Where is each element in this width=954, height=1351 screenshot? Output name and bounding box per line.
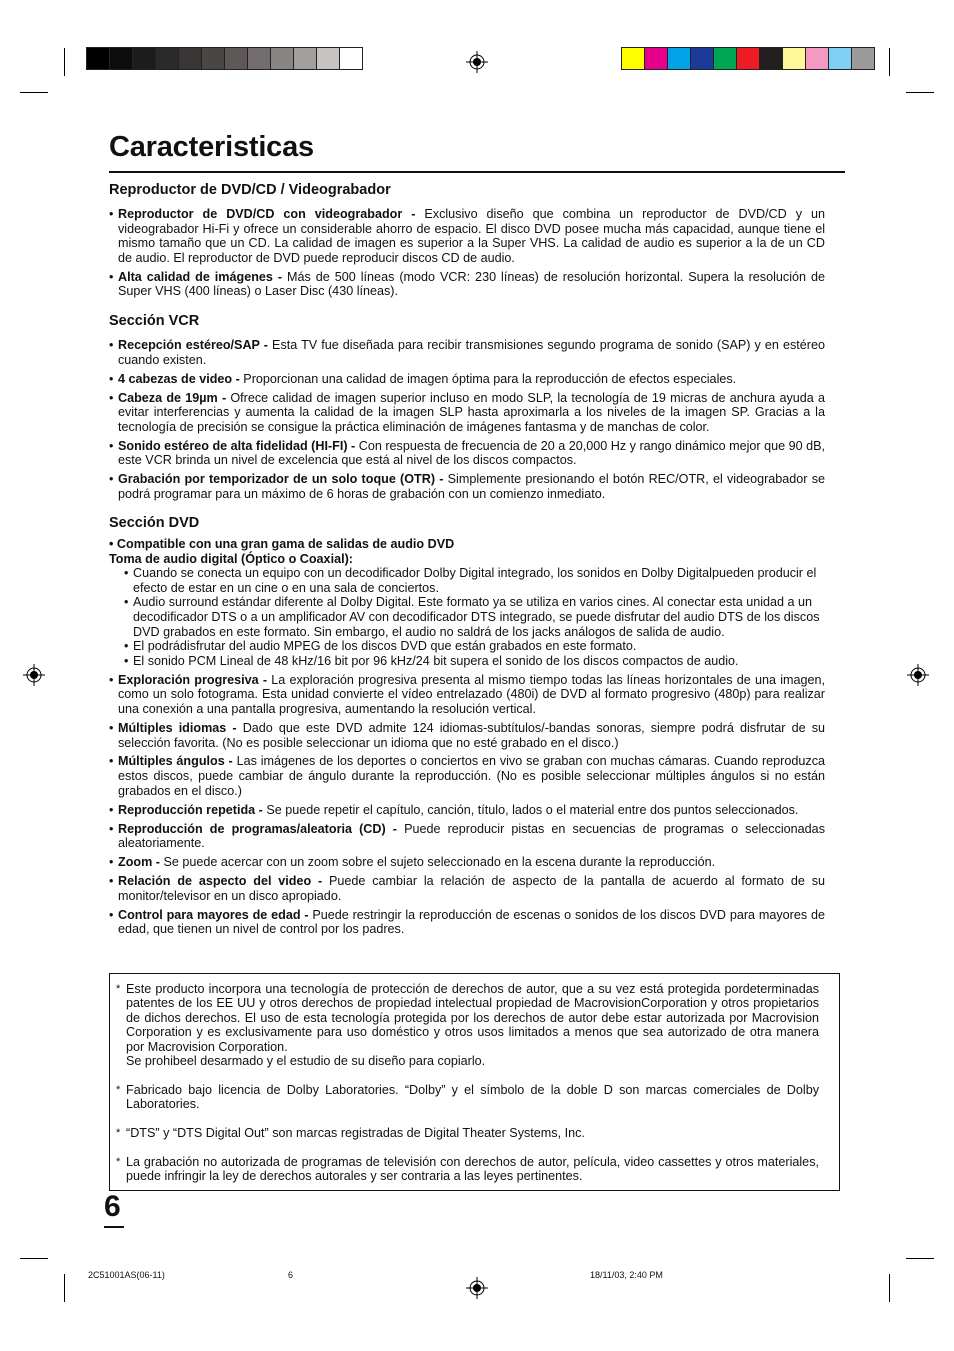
asterisk-icon: * bbox=[116, 1156, 121, 1168]
feature-item bbox=[109, 721, 825, 750]
footer-page: 6 bbox=[288, 1270, 294, 1280]
color-swatch bbox=[317, 48, 340, 69]
feature-item bbox=[109, 754, 825, 798]
color-swatch bbox=[248, 48, 271, 69]
page-number: 6 bbox=[104, 1190, 121, 1223]
color-swatch bbox=[668, 48, 691, 69]
color-swatch bbox=[202, 48, 225, 69]
feature-text: Puede restringir la reproducción de escenas o sonidos de los discos DVD para mayores de edad, que tienen un nivel de control por los padres. bbox=[118, 907, 825, 937]
section-heading-dvd-vcr: Reproductor de DVD/CD / Videograbador bbox=[109, 182, 391, 198]
footer-code: 2C51001AS(06-11) bbox=[88, 1270, 165, 1280]
color-swatch bbox=[156, 48, 179, 69]
note-text: Se prohibeel desarmado y el estudio de su diseño para copiarlo. bbox=[126, 1054, 486, 1069]
note-text: “DTS” y “DTS Digital Out” son marcas registradas de Digital Theater Systems, Inc. bbox=[126, 1126, 585, 1140]
feature-text: Exclusivo diseño que combina un reproductor de DVD/CD y un videograbador Hi-Fi y ofrece un considerable ahorro de espacio. El disco DVD posee mucha más capacidad, aunque tiene el mismo tamaño que un CD. La calidad de imagen es superior a la Super VHS. La calidad de audio es superior a la de un CD de audio. El reproductor de DVD puede reproducir discos CD de audio. bbox=[118, 207, 825, 265]
legal-notes-box bbox=[109, 973, 840, 1191]
feature-title: 4 cabezas de video - bbox=[118, 371, 240, 386]
feature-title: Múltiples ángulos - bbox=[118, 754, 233, 769]
color-swatch bbox=[87, 48, 110, 69]
color-swatch bbox=[783, 48, 806, 69]
page-title: Caracteristicas bbox=[109, 131, 314, 163]
color-swatch bbox=[622, 48, 645, 69]
color-swatch bbox=[806, 48, 829, 69]
crop-mark bbox=[906, 92, 934, 93]
feature-item bbox=[109, 391, 825, 435]
feature-title: Reproductor de DVD/CD con videograbador - bbox=[118, 207, 416, 221]
registration-mark-icon bbox=[466, 51, 488, 73]
audio-sub-item: • El sonido PCM Lineal de 48 kHz/16 bit por 96 kHz/24 bit supera el sonido de los discos compactos de audio. bbox=[109, 654, 825, 669]
color-swatch bbox=[110, 48, 133, 69]
title-rule bbox=[109, 171, 845, 173]
registration-mark-icon bbox=[466, 1277, 488, 1299]
feature-text: Puede reproducir pistas en secuencias de programas o seleccionadas aleatoriamente. bbox=[118, 821, 825, 851]
feature-item bbox=[109, 822, 825, 851]
color-swatch bbox=[852, 48, 874, 69]
note-macrovision bbox=[116, 982, 819, 1068]
footer-datetime: 18/11/03, 2:40 PM bbox=[590, 1270, 663, 1280]
audio-sub-item: • Cuando se conecta un equipo con un decodificador Dolby Digital integrado, los sonidos en Dolby Digitalpueden producir el efecto de estar en un cine o en una sala de conciertos. bbox=[109, 566, 825, 595]
feature-item bbox=[109, 673, 825, 717]
feature-item bbox=[109, 855, 825, 870]
asterisk-icon: * bbox=[116, 1127, 121, 1139]
feature-text: Las imágenes de los deportes o conciertos en vivo se graban con muchas cámaras. Cuando reproduzca estos discos, puede cambiar de ángulo durante la reproducción. (No es posible seleccionar múltiples ángulos si no están grabados en el disco.) bbox=[118, 754, 825, 798]
note-text: La grabación no autorizada de programas de televisión con derechos de autor, película, video cassettes y otros materiales, puede infringir la ley de derechos autorales y ser contraria a las leyes pertinentes. bbox=[126, 1155, 819, 1184]
feature-title: Reproducción repetida - bbox=[118, 802, 263, 817]
feature-text: Se puede acercar con un zoom sobre el sujeto seleccionado en la escena durante la reproducción. bbox=[159, 855, 716, 870]
feature-item bbox=[109, 472, 825, 501]
feature-title: Múltiples idiomas - bbox=[118, 720, 237, 735]
crop-mark bbox=[906, 1258, 934, 1259]
feature-item bbox=[109, 338, 825, 367]
color-swatch bbox=[271, 48, 294, 69]
audio-sub-item: • El podrádisfrutar del audio MPEG de los discos DVD que están grabados en este formato. bbox=[109, 639, 825, 654]
note-text: Este producto incorpora una tecnología de protección de derechos de autor, que a su vez está protegida pordeterminadas patentes de los EE UU y otros derechos de propiedad intelectual propiedad de MacrovisionCorporation y otros propietarios de dichos derechos. El uso de esta tecnología protegida por los derechos de autor debe estar autorizada por Macrovision Corporation y es exclusivamente para uso doméstico y otros usos limitados a menos que sea autorizado de otra manera por Macrovision Corporation. bbox=[126, 982, 819, 1054]
crop-mark bbox=[20, 1258, 48, 1259]
grayscale-calibration-bar bbox=[86, 47, 363, 70]
feature-text: Ofrece calidad de imagen superior incluso en modo SLP, la tecnología de 19 micras de anchura ayuda a evitar interferencias y aumenta la calidad de la imagen SLP hasta aproximarla a los niveles de la imagen SP. Gracias a la tecnología de precisión se consigue la práctica eliminación de imágenes fantasma y de manchas de color. bbox=[118, 390, 825, 434]
note-text: Fabricado bajo licencia de Dolby Laboratories. “Dolby” y el símbolo de la doble D son marcas comerciales de Dolby Laboratories. bbox=[126, 1083, 819, 1112]
section-dvd-list bbox=[109, 537, 825, 941]
registration-mark-icon bbox=[907, 664, 929, 686]
color-swatch bbox=[225, 48, 248, 69]
feature-text: Con respuesta de frecuencia de 20 a 20,000 Hz y rango dinámico mejor que 90 dB, este VCR brinda un nivel de excelencia que está al nivel de los discos compactos. bbox=[118, 438, 825, 468]
feature-item bbox=[109, 207, 825, 265]
feature-item bbox=[109, 908, 825, 937]
feature-item bbox=[109, 270, 825, 299]
color-swatch bbox=[645, 48, 668, 69]
crop-mark bbox=[20, 92, 48, 93]
feature-item bbox=[109, 874, 825, 903]
feature-title: Relación de aspecto del video - bbox=[118, 874, 323, 889]
color-swatch bbox=[340, 48, 362, 69]
feature-item bbox=[109, 372, 825, 387]
feature-text: Esta TV fue diseñada para recibir transmisiones segundo programa de sonido (SAP) y en estéreo cuando existen. bbox=[118, 338, 825, 367]
feature-title: Sonido estéreo de alta fidelidad (HI-FI) - bbox=[118, 438, 356, 453]
asterisk-icon: * bbox=[116, 1084, 121, 1096]
color-swatch bbox=[714, 48, 737, 69]
color-swatch bbox=[133, 48, 156, 69]
color-swatch bbox=[760, 48, 783, 69]
section-vcr-list bbox=[109, 338, 825, 506]
crop-mark bbox=[889, 1274, 890, 1302]
feature-title: Alta calidad de imágenes - bbox=[118, 269, 283, 284]
note-dts bbox=[116, 1126, 819, 1140]
feature-text: Proporcionan una calidad de imagen óptima para la reproducción de efectos especiales. bbox=[239, 371, 737, 386]
feature-text: Simplemente presionando el botón REC/OTR, el videograbador se podrá programar para un máximo de 6 horas de grabación con un comienzo inmediato. bbox=[118, 472, 826, 501]
section-heading-dvd: Sección DVD bbox=[109, 515, 200, 531]
section-dvd-vcr-list bbox=[109, 207, 825, 303]
registration-mark-icon bbox=[23, 664, 45, 686]
feature-text: Se puede repetir el capítulo, canción, título, lados o el material entre dos puntos seleccionados. bbox=[262, 802, 799, 817]
section-heading-vcr: Sección VCR bbox=[109, 313, 200, 329]
color-calibration-bar bbox=[621, 47, 875, 70]
feature-text: Más de 500 líneas (modo VCR: 230 líneas) de resolución horizontal. Supera la resolución de Super VHS (400 líneas) o Laser Disc (430 líneas). bbox=[118, 269, 825, 299]
feature-title: Control para mayores de edad - bbox=[118, 907, 309, 922]
audio-sub-item: • Audio surround estándar diferente al Dolby Digital. Este formato ya se utiliza en varios cines. Al conectar esta unidad a un decodificador DTS o a un amplificador AV con decodificador DTS integrado, se puede disfrutar del audio DTS de los discos DVD grabados en este formato. Sin embargo, el audio no saldrá de los jacks análogos de salida de audio. bbox=[109, 595, 825, 639]
color-swatch bbox=[829, 48, 852, 69]
crop-mark bbox=[64, 1274, 65, 1302]
toma-title: Toma de audio digital (Óptico o Coaxial): bbox=[109, 551, 353, 566]
asterisk-icon: * bbox=[116, 983, 121, 995]
feature-title: Reproducción de programas/aleatoria (CD) - bbox=[118, 821, 397, 836]
feature-text: La exploración progresiva presenta al mismo tiempo todas las líneas horizontales de una imagen, como un solo fotograma. Esta unidad convierte el vídeo entrelazado (480i) de DVD al formato progresivo (480p) para realizar una conexión a una pantalla progresiva, aumentando la resolución vertical. bbox=[118, 672, 826, 716]
feature-text: Dado que este DVD admite 124 idiomas-subtítulos/-bandas sonoras, siempre podrá disfrutar de su selección favorita. (No es posible seleccionar un idioma que no esté grabado en el disco.) bbox=[118, 720, 826, 750]
color-swatch bbox=[691, 48, 714, 69]
note-copyright bbox=[116, 1155, 819, 1184]
feature-item bbox=[109, 439, 825, 468]
feature-item bbox=[109, 803, 825, 818]
feature-title: Recepción estéreo/SAP - bbox=[118, 338, 268, 352]
color-swatch bbox=[179, 48, 202, 69]
note-dolby bbox=[116, 1083, 819, 1112]
crop-mark bbox=[64, 48, 65, 76]
feature-title: Grabación por temporizador de un solo toque (OTR) - bbox=[118, 472, 444, 487]
feature-title: Exploración progresiva - bbox=[118, 672, 268, 687]
color-swatch bbox=[294, 48, 317, 69]
page-number-underline bbox=[104, 1226, 124, 1228]
feature-title: Zoom - bbox=[118, 855, 160, 870]
compat-title: • Compatible con una gran gama de salidas de audio DVD bbox=[109, 537, 455, 551]
crop-mark bbox=[889, 48, 890, 76]
feature-title: Cabeza de 19µm - bbox=[118, 390, 227, 405]
color-swatch bbox=[737, 48, 760, 69]
feature-text: Puede cambiar la relación de aspecto de la pantalla de acuerdo al formato de su monitor/televisor en un disco apropiado. bbox=[118, 874, 826, 903]
